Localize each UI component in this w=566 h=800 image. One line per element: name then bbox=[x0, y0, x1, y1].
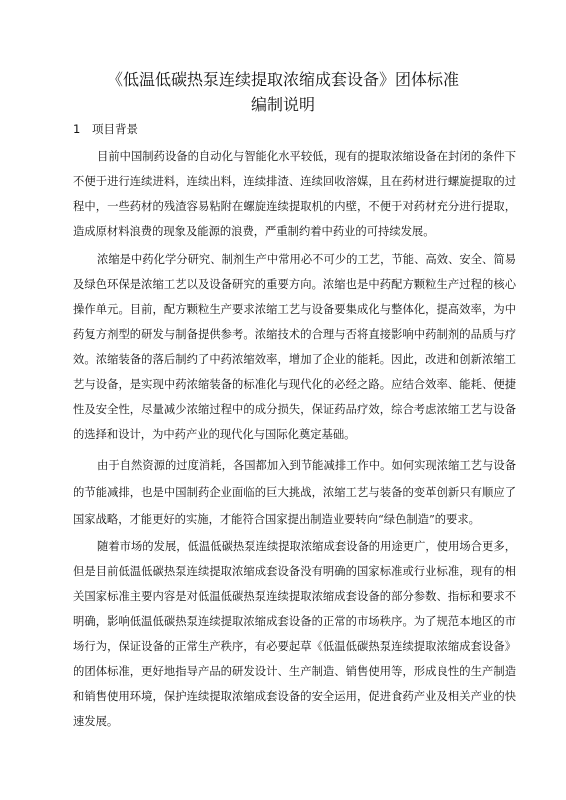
paragraph-line: 造成原材料浪费的现象及能源的浪费，严重制约着中药业的可持续发展。 bbox=[73, 225, 435, 238]
paragraph-line: 的团体标准，更好地指导产品的研发设计、生产制造、销售使用等，形成良性的生产制造 bbox=[73, 665, 516, 678]
paragraph-line: 艺与设备，是实现中药浓缩装备的标准化与现代化的必经之路。应结合效率、能耗、便捷 bbox=[73, 378, 516, 391]
paragraph-line: 程中，一些药材的残渣容易粘附在螺旋连续提取机的内壁，不便于对药材充分进行提取， bbox=[73, 200, 516, 213]
paragraph-line: 性及安全性，尽量减少浓缩过程中的成分损失，保证药品疗效，综合考虑浓缩工艺与设备 bbox=[73, 403, 516, 416]
paragraph-line: 国家战略，才能更好的实施，才能符合国家提出制造业要转向“绿色制造”的要求。 bbox=[73, 513, 480, 526]
paragraph-line: 浓缩是中药化学分研究、制剂生产中常用必不可少的工艺，节能、高效、安全、简易 bbox=[97, 253, 516, 266]
paragraph-line: 由于自然资源的过度消耗，各国都加入到节能减排工作中。如何实现浓缩工艺与设备 bbox=[97, 459, 516, 472]
paragraph-line: 及绿色环保是浓缩工艺以及设备研究的重要方向。浓缩也是中药配方颗粒生产过程的核心 bbox=[73, 278, 516, 291]
paragraph-line: 随着市场的发展，低温低碳热泵连续提取浓缩成套设备的用途更广，使用场合更多， bbox=[97, 540, 516, 553]
paragraph-line: 但是目前低温低碳热泵连续提取浓缩成套设备没有明确的国家标准或行业标准，现有的相 bbox=[73, 565, 516, 578]
paragraph-line: 场行为，保证设备的正常生产秩序，有必要起草《低温低碳热泵连续提取浓缩成套设备》 bbox=[73, 640, 516, 653]
paragraph-line: 的选择和设计，为中药产业的现代化与国际化奠定基础。 bbox=[73, 428, 356, 441]
paragraph-line: 目前中国制药设备的自动化与智能化水平较低，现有的提取浓缩设备在封闭的条件下 bbox=[97, 150, 516, 163]
paragraph-line: 的节能减排，也是中国制药企业面临的巨大挑战，浓缩工艺与装备的变革创新只有顺应了 bbox=[73, 486, 516, 499]
paragraph-line: 不便于进行连续进料，连续出料，连续排渣、连续回收溶媒，且在药材进行螺旋提取的过 bbox=[73, 175, 516, 188]
section-number: 1 bbox=[73, 122, 81, 136]
paragraph-line: 和销售使用环境，保护连续提取浓缩成套设备的安全运用，促进食药产业及相关产业的快 bbox=[73, 690, 516, 703]
paragraph-line: 效。浓缩装备的落后制约了中药浓缩效率，增加了企业的能耗。因此，改进和创新浓缩工 bbox=[73, 353, 516, 366]
paragraph-line: 药复方剂型的研发与制备提供参考。浓缩技术的合理与否将直接影响中药制剂的品质与疗 bbox=[73, 328, 516, 341]
section-title: 项目背景 bbox=[92, 122, 138, 136]
paragraph-line: 明确，影响低温低碳热泵连续提取浓缩成套设备的正常的市场秩序。为了规范本地区的市 bbox=[73, 615, 516, 628]
document-title: 《低温低碳热泵连续提取浓缩成套设备》团体标准 bbox=[106, 70, 459, 89]
paragraph-line: 操作单元。目前，配方颗粒生产要求浓缩工艺与设备要集成化与整体化，提高效率，为中 bbox=[73, 303, 516, 316]
section-heading bbox=[73, 121, 138, 137]
paragraph-line: 关国家标准主要内容是对低温低碳热泵连续提取浓缩成套设备的部分参数、指标和要求不 bbox=[73, 590, 516, 603]
paragraph-line: 速发展。 bbox=[73, 715, 119, 728]
document-subtitle: 编制说明 bbox=[250, 95, 315, 114]
